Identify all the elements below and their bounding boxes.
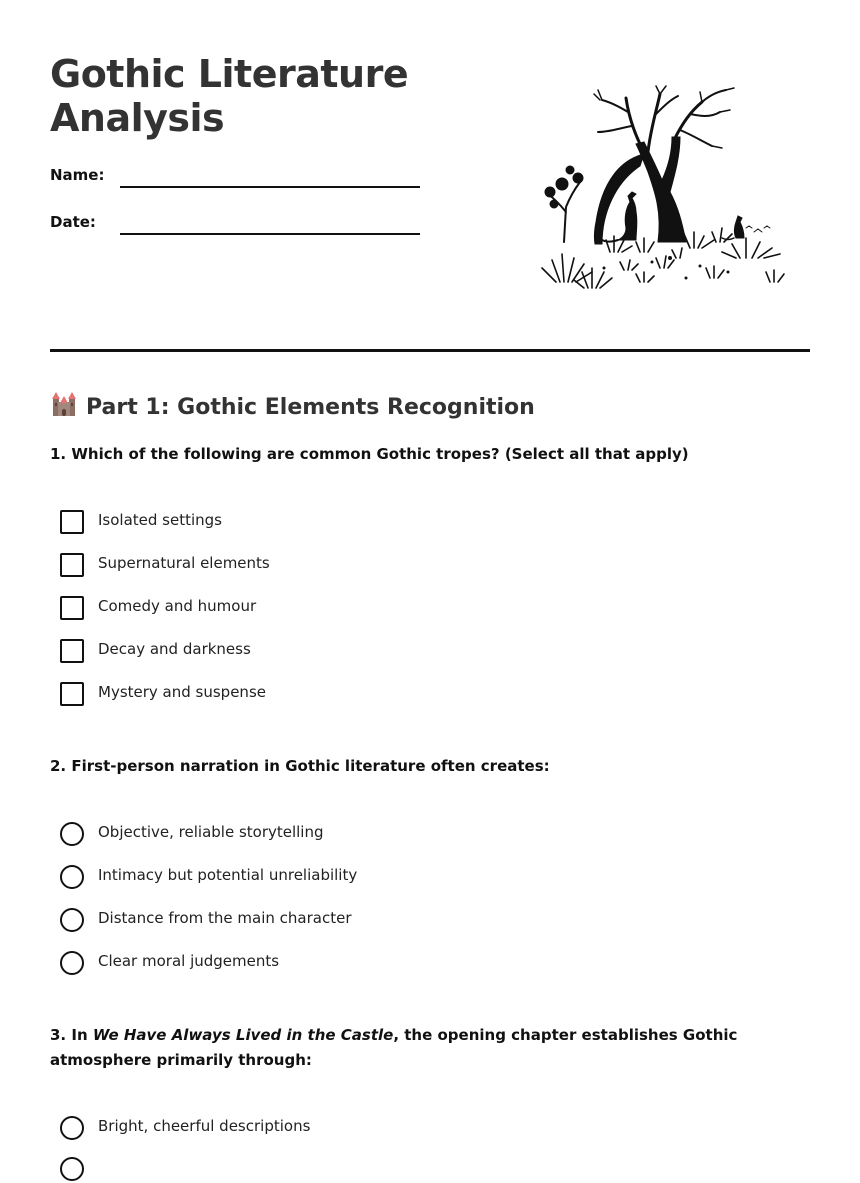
checkbox[interactable] [60,639,84,663]
question-1 [50,442,790,467]
book-title: We Have Always Lived in the Castle [92,1026,394,1044]
part1-heading [50,390,535,420]
q1-option-1[interactable] [60,510,760,536]
question-number: 2. [50,757,67,775]
section-divider [50,349,810,352]
checkbox[interactable] [60,510,84,534]
question-3 [50,1023,790,1073]
date-field[interactable] [50,213,420,243]
radio-button[interactable] [60,908,84,932]
question-2 [50,754,790,779]
option-label: Bright, cheerful descriptions [98,1117,311,1135]
option-label: Clear moral judgements [98,952,280,970]
radio-button[interactable] [60,865,84,889]
option-label: Isolated settings [98,511,222,529]
q2-option-3[interactable] [60,908,760,934]
tree-kangaroo-illustration [540,82,795,297]
question-text-suffix: , the opening chapter establishes Gothic atmosphere primarily through: [50,1026,738,1069]
question-number: 1. [50,445,67,463]
option-label: Decay and darkness [98,640,251,658]
q2-option-1[interactable] [60,822,760,848]
option-label: Supernatural elements [98,554,270,572]
name-input-line[interactable] [120,186,420,188]
q1-option-5[interactable] [60,682,760,708]
q1-option-2[interactable] [60,553,760,579]
checkbox[interactable] [60,682,84,706]
option-label: Intimacy but potential unreliability [98,866,358,884]
radio-button[interactable] [60,1116,84,1140]
option-label: Distance from the main character [98,909,352,927]
question-text-prefix: In [71,1026,93,1044]
option-label: Comedy and humour [98,597,257,615]
question-text: Which of the following are common Gothic tropes? (Select all that apply) [71,445,689,463]
castle-icon [50,390,78,418]
question-number: 3. [50,1026,67,1044]
radio-button[interactable] [60,951,84,975]
date-input-line[interactable] [120,233,420,235]
name-field[interactable] [50,166,420,196]
question-text: First-person narration in Gothic literature often creates: [71,757,550,775]
q2-option-2[interactable] [60,865,760,891]
option-label: Objective, reliable storytelling [98,823,324,841]
checkbox[interactable] [60,553,84,577]
date-label: Date: [50,213,96,231]
checkbox[interactable] [60,596,84,620]
part1-heading-text: Part 1: Gothic Elements Recognition [86,395,535,420]
q2-option-4[interactable] [60,951,760,977]
q3-option-1[interactable] [60,1116,760,1142]
name-label: Name: [50,166,105,184]
q1-option-4[interactable] [60,639,760,665]
option-label: Mystery and suspense [98,683,266,701]
page-title: Gothic Literature Analysis [50,52,409,140]
q1-option-3[interactable] [60,596,760,622]
radio-button[interactable] [60,822,84,846]
